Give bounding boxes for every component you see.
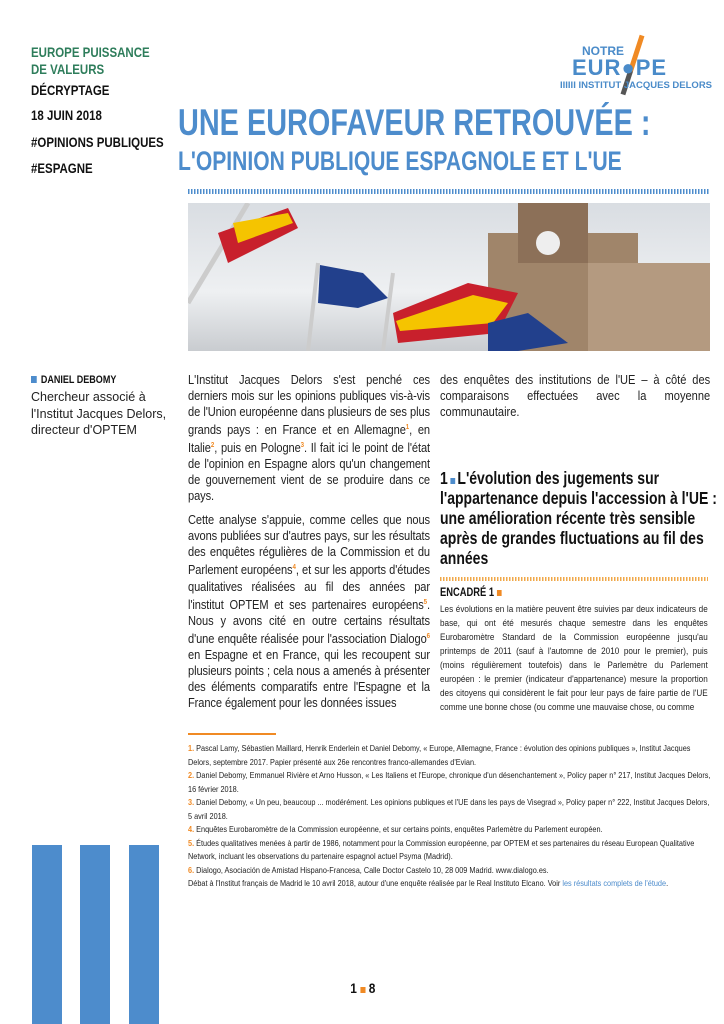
- intro-paragraph: L'Institut Jacques Delors s'est penché ces derniers mois sur les opinions publiques vis-à-vis de l'Union européenne dans plusieurs de ses plus grands pays : en France et en Allemagne$^1$, en Italie$^2$, puis en Pologne$^3$. Il fait ici le point de l'état de l'opinion en Espagne alors qu'un changement de gouvernement vient de se produire dans ce pays.: [188, 373, 431, 504]
- tag-opinions: #OPINIONS PUBLIQUES: [31, 134, 164, 150]
- box-text: Les évolutions en la matière peuvent être suivies par deux indicateurs de base, qui ont été mesurés chaque semestre dans les enquêtes Eurobaromètre Standard de la Commission européenne jusqu'au printemps de 2011 (sauf à l'automne de 2010 pour le premier), puis (moins régulièrement toutefois) dans le Parlemètre du Parlement européen : le premier (indicateur d'appartenance) mesure la proportion des citoyens qui considèrent le fait pour leur pays de faire partie de l'UE comme une bonne chose (ou comme une mauvaise chose, ou comme: [440, 604, 708, 713]
- footnotes: [188, 742, 713, 891]
- footnote: 2. Daniel Debomy, Emmanuel Rivière et Arno Husson, « Les Italiens et l'Europe, chronique d'un désenchantement », Policy paper n° 217, Institut Jacques Delors, 16 février 2018.: [188, 770, 711, 794]
- notre-europe-logo: [560, 34, 713, 96]
- bullet-square-icon: [497, 590, 502, 596]
- bullet-square-icon: [31, 376, 37, 383]
- study-results-link[interactable]: les résultats complets de l'étude: [562, 878, 667, 888]
- author-name: DANIEL DEBOMY: [31, 374, 154, 386]
- continued-paragraph: des enquêtes des institutions de l'UE – à côté des comparaisons effectuées avec la moyenne communautaire.: [440, 373, 711, 419]
- footnote-extra: Débat à l'Institut français de Madrid le 10 avril 2018, autour d'une enquête réalisée par le Real Instituto Elcano. Voir les résultats complets de l'étude.: [188, 878, 669, 888]
- page-title: UNE EUROFAVEUR RETROUVÉE :: [178, 102, 651, 143]
- decorative-bar: [32, 845, 62, 1024]
- author-block: [31, 374, 181, 439]
- tag-espagne: #ESPAGNE: [31, 160, 93, 176]
- box-label: ENCADRÉ 1: [440, 585, 502, 599]
- section-heading: 1 L'évolution des jugements sur l'appartenance depuis l'accession à l'UE : une amélioration récente très sensible après de grandes fluctuations au fil des années: [440, 468, 717, 568]
- flags-photo: [188, 203, 710, 351]
- body-column-1: [188, 372, 430, 719]
- doc-date: 18 JUIN 2018: [31, 107, 102, 123]
- page-number: 1 8: [350, 980, 376, 996]
- doc-type: DÉCRYPTAGE: [31, 82, 110, 98]
- author-role: Chercheur associé à l'Institut Jacques Delors, directeur d'OPTEM: [31, 390, 167, 437]
- title-divider: [188, 189, 710, 194]
- decorative-bar: [80, 845, 110, 1024]
- body-column-2: [440, 372, 710, 428]
- bullet-square-icon: [360, 987, 365, 993]
- footnote: 4. Enquêtes Eurobaromètre de la Commission européenne, et sur certains points, enquêtes Parlemètre du Parlement européen.: [188, 824, 603, 834]
- footnote: 6. Dialogo, Asociación de Amistad Hispano-Francesa, Calle Doctor Castelo 10, 28 009 Madrid. www.dialogo.es.: [188, 864, 549, 875]
- footnote-divider: [188, 733, 276, 735]
- logo-text: NOTRE: [582, 44, 624, 58]
- series-label: EUROPE PUISSANCE DE VALEURS: [31, 44, 150, 77]
- footnote: 5. Études qualitatives menées à partir de 1986, notamment pour la Commission européenne, par OPTEM et ses partenaires du réseau European Qualitative Network, incluant les observations du partenaire espagnol actuel Psyma (Madrid).: [188, 837, 695, 861]
- logo-text: IIIIII INSTITUT JACQUES DELORS: [560, 80, 713, 91]
- footnote: 3. Daniel Debomy, « Un peu, beaucoup ... modérément. Les opinions publiques et l'UE dans les pays de Visegrad », Policy paper n° 222, Institut Jacques Delors, 5 avril 2018.: [188, 797, 710, 821]
- decorative-bar: [129, 845, 159, 1024]
- page-subtitle: L'OPINION PUBLIQUE ESPAGNOLE ET L'UE: [178, 146, 622, 176]
- logo-text: EUR●PE: [572, 55, 668, 80]
- method-paragraph: Cette analyse s'appuie, comme celles que nous avons publiées sur d'autres pays, sur les résultats des enquêtes régulières de la Commission et du Parlement européens$^4$, et sur les apports d'études qualitatives réalisées au fil des années par l'institut OPTEM et ses partenaires européens$^5$. Nous y avons cité en outre certains résultats d'une enquête réalisée pour l'association Dialogo$^6$ en Espagne et en France, qui les recoupent sur plusieurs points ; cela nous a amenés à présenter des éléments comparatifs entre l'Espagne et la France également pour les données issues: [188, 513, 431, 710]
- box-divider: [440, 577, 708, 581]
- bullet-square-icon: [450, 478, 455, 484]
- footnote: 1. Pascal Lamy, Sébastien Maillard, Henrik Enderlein et Daniel Debomy, « Europe, Allemagne, France : évolution des opinions publiques », Institut Jacques Delors, septembre 2017. Papier présenté aux 26e rencontres franco-allemandes d'Evian.: [188, 743, 691, 767]
